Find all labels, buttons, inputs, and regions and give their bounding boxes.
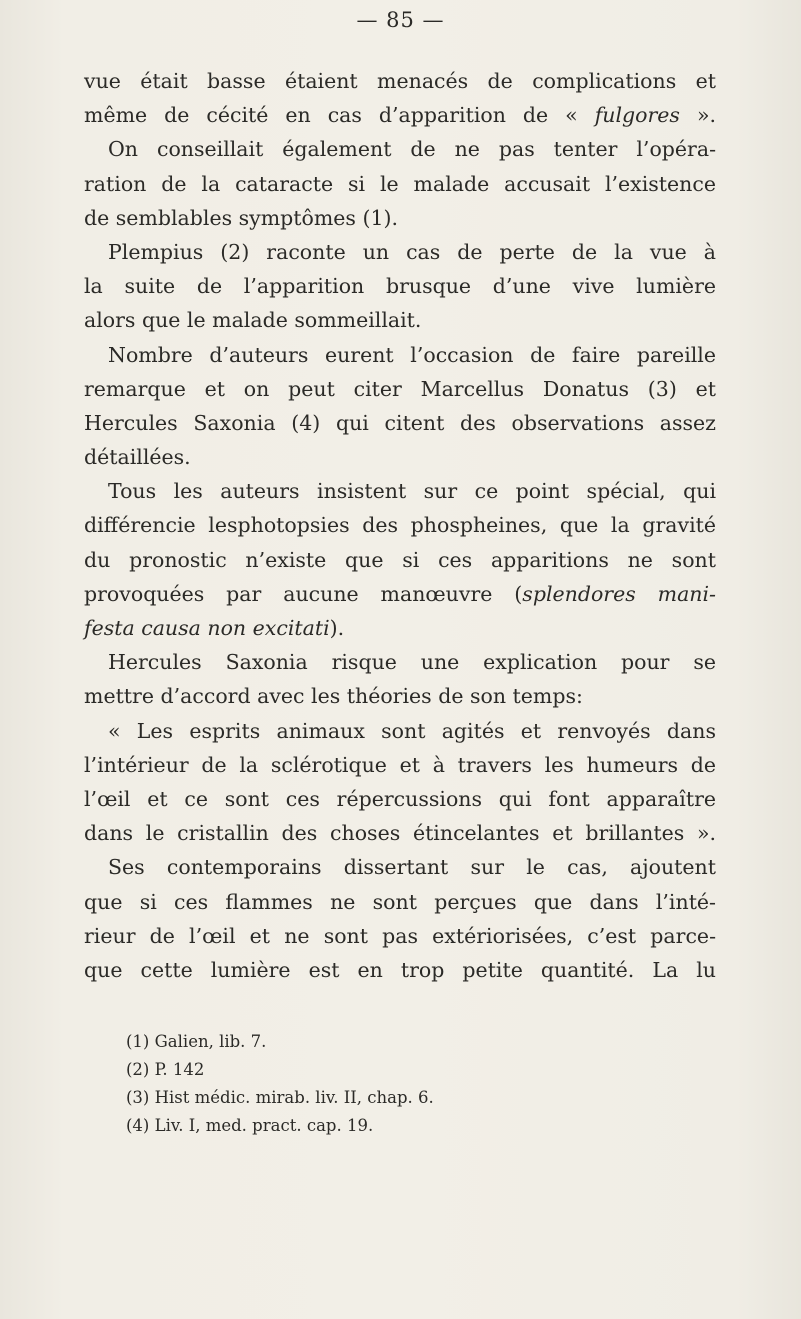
- text-line: de semblables symptômes (1).: [84, 205, 399, 230]
- text-segment-italic: festa causa non excitati: [84, 616, 330, 640]
- text-line: Plempius (2) raconte un cas de perte de la vue à: [108, 239, 716, 264]
- text-line: rieur de l’œil et ne sont pas extériorisées, c’est parce-: [84, 923, 716, 948]
- text-line: que cette lumière est en trop petite quantité. La lu: [84, 957, 716, 982]
- text-line: l’intérieur de la sclérotique et à travers les humeurs de: [84, 752, 716, 777]
- text-segment: ».: [679, 103, 716, 128]
- text-line: On conseillait également de ne pas tenter l’opéra-: [108, 137, 716, 162]
- text-line-festa: [84, 611, 716, 645]
- text-line: Nombre d’auteurs eurent l’occasion de faire pareille: [108, 342, 716, 367]
- footnote: (3) Hist médic. mirab. liv. II, chap. 6.: [126, 1088, 434, 1107]
- text-segment-italic: splendores mani-: [522, 581, 716, 606]
- text-segment: provoquées par aucune manœuvre (: [84, 581, 523, 606]
- text-segment-italic: fulgores: [594, 103, 680, 128]
- text-line: Tous les auteurs insistent sur ce point spécial, qui: [108, 479, 716, 504]
- text-line: que si ces flammes ne sont perçues que dans l’inté-: [84, 889, 716, 914]
- text-line: différencie lesphotopsies des phospheines, que la gravité: [84, 513, 716, 538]
- text-line: du pronostic n’existe que si ces apparitions ne sont: [84, 547, 716, 572]
- body-text: [84, 64, 716, 987]
- footnote: (4) Liv. I, med. pract. cap. 19.: [126, 1116, 374, 1135]
- text-line: détaillées.: [84, 445, 191, 470]
- text-line: l’œil et ce sont ces répercussions qui font apparaître: [84, 786, 716, 811]
- footnote: (2) P. 142: [126, 1060, 205, 1079]
- text-line: remarque et on peut citer Marcellus Donatus (3) et: [84, 376, 716, 401]
- text-line: Ses contemporains dissertant sur le cas, ajoutent: [108, 855, 716, 880]
- text-line: la suite de l’apparition brusque d’une vive lumière: [84, 274, 716, 299]
- text-line: dans le cristallin des choses étincelantes et brillantes ».: [84, 821, 716, 846]
- text-line: alors que le malade sommeillait.: [84, 308, 422, 333]
- text-line: mettre d’accord avec les théories de son temps:: [84, 684, 583, 709]
- text-segment: même de cécité en cas d’apparition de «: [84, 103, 595, 128]
- text-line: Hercules Saxonia (4) qui citent des observations assez: [84, 410, 716, 435]
- text-line: Hercules Saxonia risque une explication pour se: [108, 650, 716, 675]
- page-number: — 85 —: [356, 8, 445, 32]
- text-line-fulgores: [84, 98, 716, 132]
- footnote: (1) Galien, lib. 7.: [126, 1032, 267, 1051]
- footnotes: [126, 1028, 686, 1140]
- text-line-splendores: [84, 577, 716, 611]
- text-line: « Les esprits animaux sont agités et renvoyés dans: [108, 718, 716, 743]
- text-line: vue était basse étaient menacés de complications et: [84, 69, 716, 93]
- text-line: ration de la cataracte si le malade accusait l’existence: [84, 171, 716, 196]
- text-segment: ).: [329, 616, 345, 640]
